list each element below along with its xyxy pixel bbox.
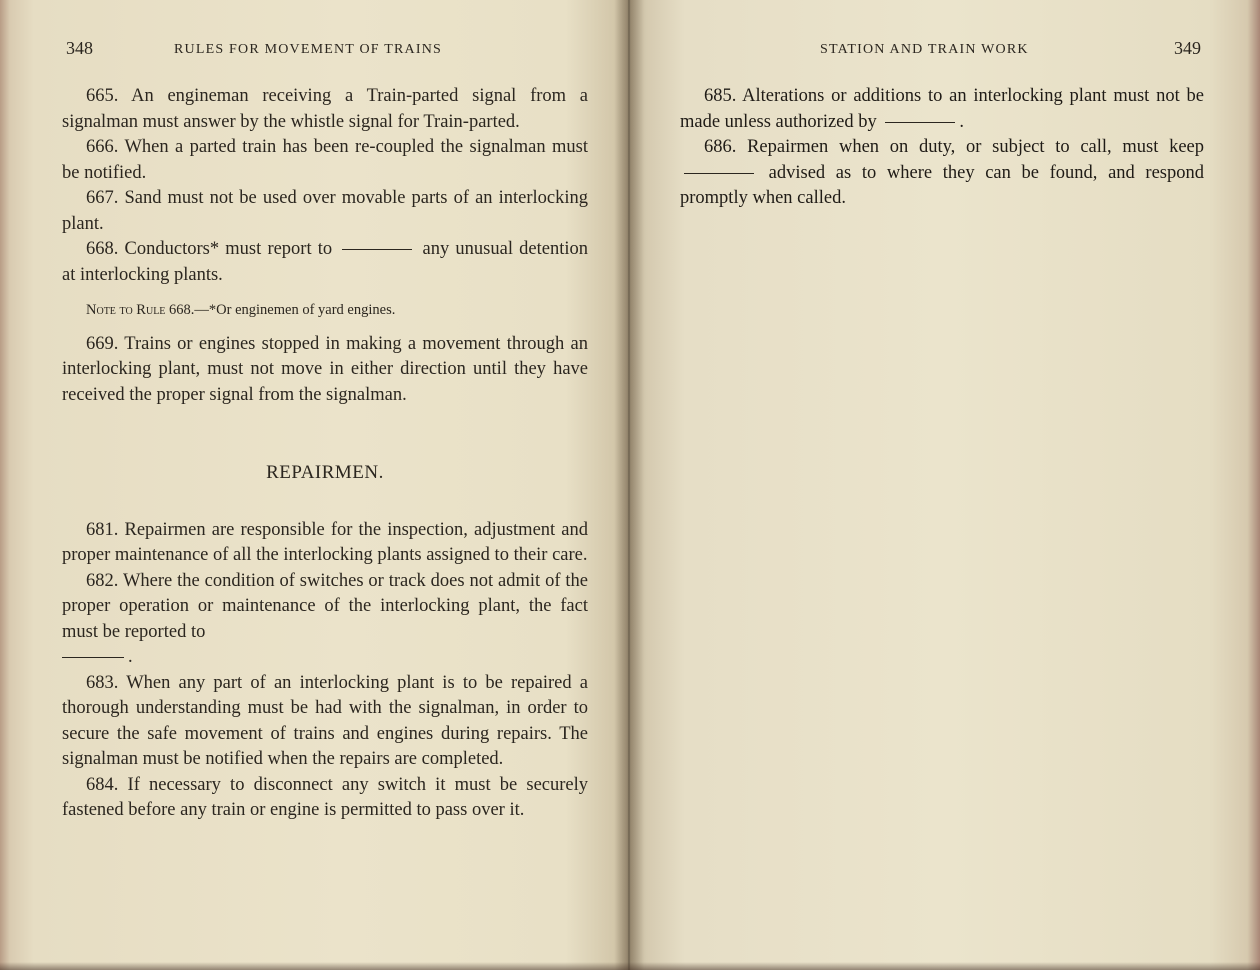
left-page-number: 348 (66, 38, 93, 58)
rule-667 (62, 186, 588, 237)
right-page-number: 349 (1174, 38, 1201, 58)
blank-line (342, 249, 412, 250)
rule-number: 685. (704, 86, 737, 106)
rule-number: 665. (86, 86, 119, 106)
rule-text: any unusual detention at interlocking plants. (62, 239, 588, 285)
rule-682 (62, 569, 588, 671)
rule-text: . (128, 647, 133, 667)
rule-text: Trains or engines stopped in making a movement through an interlocking plant, must not move in either direction until they have received the proper signal from the signalman. (62, 333, 588, 405)
rule-number: 682. (86, 570, 119, 591)
rule-number: 669. (86, 333, 119, 354)
rule-665 (62, 84, 588, 135)
rule-685 (680, 84, 1204, 135)
rule-text: Where the condition of switches or track does not admit of the proper operation or maintenance of the interlocking plant, the fact must be reported to (62, 570, 588, 642)
section-title: REPAIRMEN. (266, 462, 384, 483)
left-page (0, 0, 628, 970)
blank-line (62, 657, 124, 658)
rule-text: Repairmen are responsible for the inspection, adjustment and proper maintenance of all the interlocking plants assigned to their care. (62, 519, 588, 565)
rule-text: . (959, 111, 965, 132)
left-page-body (62, 84, 588, 824)
rule-number: 681. (86, 519, 119, 540)
note-rule-668 (62, 298, 588, 324)
rule-text: Conductors* must report to (118, 239, 339, 259)
rule-text: Repairmen when on duty, or subject to call, must keep (736, 137, 1204, 157)
blank-line (885, 122, 955, 123)
rule-666 (62, 135, 588, 186)
blank-line (684, 173, 754, 174)
page-bottom-edge (0, 962, 1260, 970)
right-running-head: STATION AND TRAIN WORK (820, 42, 1029, 57)
rule-text: When a parted train has been re-coupled the signalman must be notified. (62, 137, 588, 183)
rule-number: 667. (86, 188, 119, 208)
left-running-head: RULES FOR MOVEMENT OF TRAINS (174, 42, 443, 57)
right-page-body (680, 84, 1204, 212)
right-page (628, 0, 1260, 970)
rule-text: When any part of an interlocking plant is to be repaired a thorough understanding must be had with the signalman, in order to secure the safe movement of trains and engines during repairs. The signalman must be notified when the repairs are completed. (62, 672, 588, 769)
rule-text: An engineman receiving a Train-parted signal from a signalman must answer by the whistle signal for Train-parted. (62, 86, 588, 132)
note-text: —*Or enginemen of yard engines. (194, 302, 396, 318)
rule-669 (62, 332, 588, 409)
rule-text: Alterations or additions to an interlocking plant must not be made unless authorized by (680, 86, 1204, 132)
rule-number: 686. (704, 137, 737, 157)
rule-681 (62, 518, 588, 569)
rule-number: 683. (86, 672, 119, 693)
rule-text: advised as to where they can be found, and respond promptly when called. (680, 162, 1204, 208)
rule-text: Sand must not be used over movable parts of an interlocking plant. (62, 188, 588, 234)
rule-684 (62, 773, 588, 824)
book-gutter (614, 0, 644, 970)
rule-number: 668. (86, 239, 119, 259)
rule-683 (62, 671, 588, 773)
rule-number: 666. (86, 137, 119, 157)
rule-text: If necessary to disconnect any switch it must be securely fastened before any train or engine is permitted to pass over it. (62, 774, 588, 820)
rule-number: 684. (86, 774, 119, 795)
note-label: Note to Rule 668. (86, 302, 195, 318)
rule-668 (62, 237, 588, 288)
rule-686 (680, 135, 1204, 212)
